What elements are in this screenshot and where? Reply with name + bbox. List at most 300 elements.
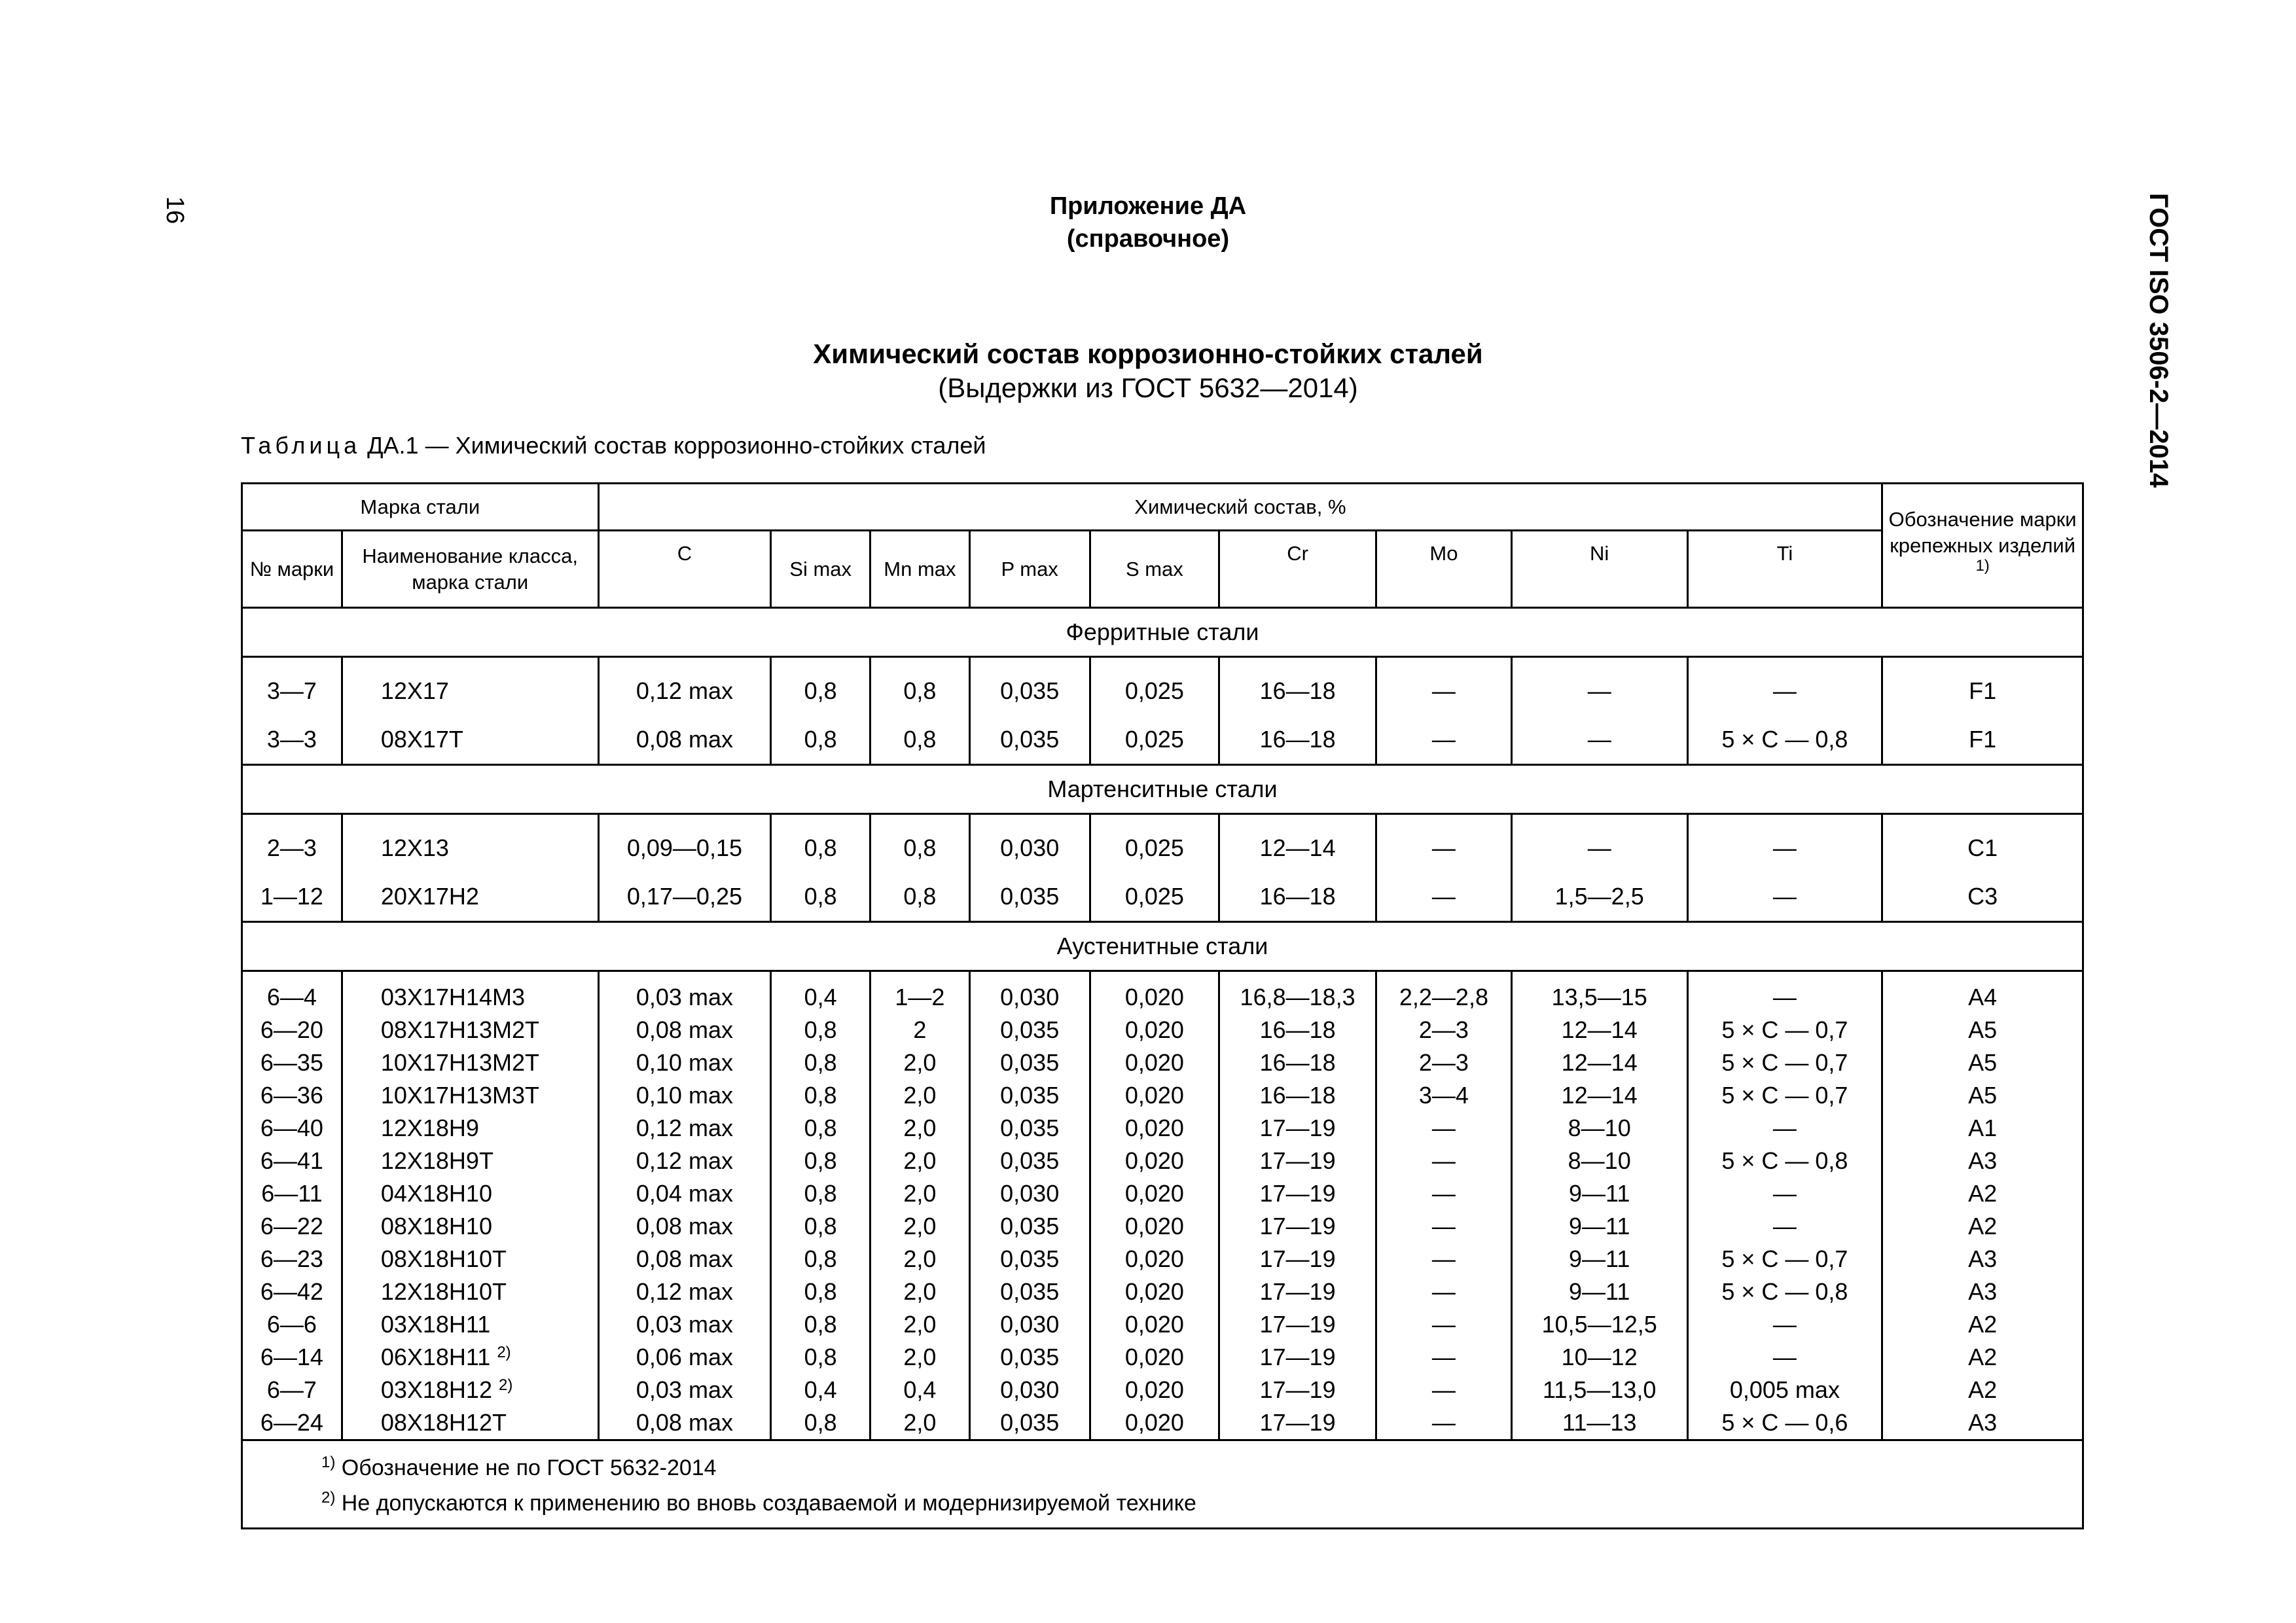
cell-no	[243, 715, 341, 764]
document-title	[0, 337, 2296, 405]
column-mn	[870, 814, 970, 922]
cell-grade	[381, 1145, 598, 1177]
cell-ti	[1689, 1374, 1882, 1406]
cell-no	[243, 1243, 341, 1275]
cell-value: 0,4	[804, 1376, 837, 1403]
table-caption-label: Таблица	[241, 432, 361, 459]
cell-mn	[871, 1145, 969, 1177]
cell-c	[600, 1046, 770, 1079]
cell-ni	[1513, 1046, 1687, 1079]
cell-value: —	[1431, 1311, 1456, 1338]
cell-c	[600, 1145, 770, 1177]
cell-value: 12—14	[1561, 1082, 1638, 1109]
group-name: Аустенитные стали	[242, 922, 2083, 971]
cell-value: 10Х17Н13М3Т	[380, 1082, 539, 1109]
cell-c	[600, 1014, 770, 1046]
cell-value: 16—18	[1259, 1016, 1336, 1043]
cell-si	[772, 1210, 869, 1243]
footnote-ref: 1)	[1975, 556, 1990, 575]
cell-cr	[1220, 1308, 1375, 1341]
cell-no	[243, 1406, 341, 1439]
cell-value: 16—18	[1259, 1082, 1336, 1109]
column-mo	[1376, 657, 1512, 765]
header-steel-grade: Марка стали	[242, 484, 599, 531]
cell-value: 17—19	[1259, 1409, 1336, 1436]
cell-s	[1091, 1406, 1219, 1439]
cell-p	[971, 981, 1089, 1014]
cell-c	[600, 872, 770, 921]
cell-value: —	[1431, 1344, 1456, 1370]
cell-value: 0,030	[1000, 1311, 1060, 1338]
column-mo	[1376, 971, 1512, 1440]
cell-ni	[1513, 1406, 1687, 1439]
header-si: Si max	[771, 531, 870, 608]
column-c	[598, 657, 771, 765]
cell-si	[772, 1341, 869, 1374]
header-s: S max	[1090, 531, 1219, 608]
cell-s	[1091, 1275, 1219, 1308]
column-des	[1882, 971, 2083, 1440]
cell-value: —	[1431, 677, 1456, 704]
cell-si	[772, 1275, 869, 1308]
column-si	[771, 971, 870, 1440]
cell-no	[243, 1079, 341, 1112]
cell-ni	[1513, 1275, 1687, 1308]
cell-mo	[1377, 981, 1511, 1014]
cell-mo	[1377, 872, 1511, 921]
cell-value: —	[1431, 834, 1456, 861]
cell-value: 17—19	[1259, 1376, 1336, 1403]
column-ni	[1511, 971, 1687, 1440]
cell-mo	[1377, 715, 1511, 764]
cell-value: 0,025	[1124, 883, 1184, 910]
footnote-2-text: Не допускаются к применению во вновь создаваемой и модернизируемой технике	[335, 1491, 1196, 1516]
cell-value: 2,2—2,8	[1399, 984, 1488, 1010]
cell-mn	[871, 981, 969, 1014]
cell-mo	[1377, 1308, 1511, 1341]
cell-si	[772, 1145, 869, 1177]
cell-ti	[1689, 1341, 1882, 1374]
cell-ti	[1689, 1210, 1882, 1243]
cell-grade	[381, 1210, 598, 1243]
cell-grade	[381, 715, 598, 764]
group-row	[242, 608, 2083, 657]
cell-value: 12—14	[1259, 834, 1336, 861]
cell-ti	[1689, 1112, 1882, 1145]
column-si	[771, 814, 870, 922]
cell-si	[772, 1112, 869, 1145]
cell-des	[1883, 1014, 2082, 1046]
cell-value: 0,8	[804, 1278, 837, 1305]
cell-si	[772, 1177, 869, 1210]
cell-si	[772, 1243, 869, 1275]
cell-value: 03Х18Н12	[380, 1376, 492, 1403]
cell-cr	[1220, 1374, 1375, 1406]
cell-cr	[1220, 981, 1375, 1014]
cell-value: 0,8	[804, 1147, 837, 1174]
cell-value: 08Х17Т	[380, 726, 463, 753]
cell-value: 9—11	[1568, 1278, 1630, 1305]
cell-value: 0,03 max	[636, 984, 733, 1010]
cell-value: A2	[1968, 1311, 1998, 1338]
cell-value: C1	[1967, 834, 1998, 861]
cell-value: A3	[1968, 1147, 1998, 1174]
cell-value: 5 × C — 0,7	[1721, 1245, 1848, 1272]
cell-value: 17—19	[1259, 1147, 1336, 1174]
cell-p	[971, 1014, 1089, 1046]
cell-value: —	[1431, 1147, 1456, 1174]
cell-value: —	[1772, 1180, 1797, 1207]
cell-no	[243, 1046, 341, 1079]
cell-p	[971, 1341, 1089, 1374]
cell-mn	[871, 1046, 969, 1079]
cell-ni	[1513, 1014, 1687, 1046]
cell-value: 0,8	[804, 1016, 837, 1043]
cell-des	[1883, 1112, 2082, 1145]
cell-no	[243, 1341, 341, 1374]
cell-value: 0,030	[1000, 1180, 1060, 1207]
header-p: P max	[969, 531, 1090, 608]
cell-c	[600, 1308, 770, 1341]
cell-grade	[381, 872, 598, 921]
cell-s	[1091, 1014, 1219, 1046]
cell-ni	[1513, 824, 1687, 872]
cell-value: 0,020	[1124, 1082, 1184, 1109]
cell-value: 6—20	[260, 1016, 323, 1043]
cell-value: 0,10 max	[636, 1049, 733, 1076]
cell-grade	[381, 1275, 598, 1308]
cell-value: 2—3	[266, 834, 317, 861]
cell-value: —	[1772, 1213, 1797, 1240]
cell-value: —	[1772, 1115, 1797, 1141]
cell-ti	[1689, 1406, 1882, 1439]
cell-value: 03Х18Н11	[380, 1311, 491, 1338]
cell-value: 17—19	[1259, 1115, 1336, 1141]
cell-mn	[871, 1275, 969, 1308]
cell-value: 2,0	[903, 1409, 937, 1436]
cell-value: 3—4	[1418, 1082, 1469, 1109]
cell-value: A3	[1968, 1278, 1998, 1305]
column-grade	[342, 814, 598, 922]
cell-value: —	[1772, 834, 1797, 861]
cell-value: A2	[1968, 1344, 1998, 1370]
cell-value: 0,8	[804, 1180, 837, 1207]
cell-value: 0,8	[804, 1245, 837, 1272]
column-p	[969, 814, 1090, 922]
cell-s	[1091, 667, 1219, 715]
cell-value: 0,08 max	[636, 1409, 733, 1436]
group-body	[242, 814, 2083, 922]
cell-value: 0,12 max	[636, 1147, 733, 1174]
cell-ti	[1689, 1243, 1882, 1275]
cell-p	[971, 872, 1089, 921]
cell-p	[971, 1374, 1089, 1406]
cell-cr	[1220, 872, 1375, 921]
cell-grade	[381, 1374, 598, 1406]
cell-p	[971, 1243, 1089, 1275]
cell-value: 5 × C — 0,7	[1721, 1016, 1848, 1043]
cell-si	[772, 1406, 869, 1439]
cell-value: 0,8	[804, 726, 837, 753]
cell-ti	[1689, 715, 1882, 764]
table-caption-text: ДА.1 — Химический состав коррозионно-стойких сталей	[361, 432, 986, 459]
cell-value: 0,03 max	[636, 1376, 733, 1403]
cell-value: 0,8	[903, 883, 937, 910]
cell-ni	[1513, 1145, 1687, 1177]
group-name: Мартенситные стали	[242, 765, 2083, 814]
cell-mo	[1377, 1112, 1511, 1145]
cell-value: 12Х18Н9	[380, 1115, 479, 1141]
cell-s	[1091, 1210, 1219, 1243]
cell-value: —	[1587, 726, 1611, 753]
cell-p	[971, 667, 1089, 715]
cell-value: 12—14	[1561, 1049, 1638, 1076]
cell-p	[971, 1177, 1089, 1210]
cell-c	[600, 1275, 770, 1308]
appendix-title: Приложение ДА	[1049, 192, 1247, 220]
cell-value: 1—2	[895, 984, 945, 1010]
cell-mo	[1377, 1014, 1511, 1046]
cell-value: 0,025	[1124, 834, 1184, 861]
cell-value: 17—19	[1259, 1213, 1336, 1240]
cell-des	[1883, 981, 2082, 1014]
cell-mn	[871, 872, 969, 921]
cell-value: 0,020	[1124, 1311, 1184, 1338]
cell-value: F1	[1969, 677, 1997, 704]
column-des	[1882, 814, 2083, 922]
cell-value: 6—14	[260, 1344, 323, 1370]
cell-value: —	[1431, 1278, 1456, 1305]
cell-value: 6—23	[260, 1245, 323, 1272]
cell-cr	[1220, 1177, 1375, 1210]
cell-ti	[1689, 1145, 1882, 1177]
cell-mo	[1377, 667, 1511, 715]
cell-cr	[1220, 1243, 1375, 1275]
cell-value: —	[1431, 1180, 1456, 1207]
cell-cr	[1220, 1112, 1375, 1145]
cell-value: 06Х18Н11	[380, 1344, 491, 1370]
cell-value: 12Х18Н9Т	[380, 1147, 493, 1174]
cell-value: 6—11	[261, 1180, 323, 1207]
cell-mo	[1377, 1243, 1511, 1275]
cell-value: 0,8	[804, 677, 837, 704]
cell-no	[243, 1145, 341, 1177]
header-ni: Ni	[1511, 531, 1687, 608]
cell-mn	[871, 1308, 969, 1341]
cell-grade	[381, 1046, 598, 1079]
cell-c	[600, 1177, 770, 1210]
cell-mn	[871, 1177, 969, 1210]
cell-value: 0,17—0,25	[626, 883, 742, 910]
cell-value: 0,025	[1124, 726, 1184, 753]
cell-value: 6—4	[266, 984, 317, 1010]
footnote-ref: 2)	[497, 1344, 511, 1361]
cell-value: 17—19	[1259, 1344, 1336, 1370]
cell-no	[243, 1275, 341, 1308]
cell-value: 0,020	[1124, 1147, 1184, 1174]
cell-no	[243, 667, 341, 715]
column-cr	[1219, 971, 1376, 1440]
cell-value: 11—13	[1562, 1409, 1637, 1436]
cell-value: 2	[913, 1016, 927, 1043]
cell-value: 6—7	[266, 1376, 317, 1403]
cell-s	[1091, 1374, 1219, 1406]
cell-value: 0,020	[1124, 1376, 1184, 1403]
cell-value: 0,035	[1000, 1278, 1060, 1305]
cell-value: 3—7	[266, 677, 317, 704]
appendix-subtitle: (справочное)	[1066, 225, 1230, 253]
cell-value: 9—11	[1568, 1245, 1630, 1272]
cell-value: 6—24	[260, 1409, 323, 1436]
cell-value: 8—10	[1568, 1147, 1631, 1174]
cell-cr	[1220, 1145, 1375, 1177]
cell-si	[772, 872, 869, 921]
cell-ti	[1689, 667, 1882, 715]
cell-value: 0,020	[1124, 1344, 1184, 1370]
cell-value: 2,0	[903, 1082, 937, 1109]
cell-value: 0,8	[804, 1049, 837, 1076]
cell-value: A1	[1968, 1115, 1998, 1141]
cell-value: A4	[1968, 984, 1998, 1010]
cell-value: 0,8	[804, 1115, 837, 1141]
cell-mo	[1377, 1275, 1511, 1308]
cell-value: 0,09—0,15	[626, 834, 742, 861]
footnote-1	[321, 1450, 2082, 1486]
cell-value: 0,025	[1124, 677, 1184, 704]
document-title-line1: Химический состав коррозионно-стойких сталей	[813, 338, 1483, 369]
cell-value: 0,12 max	[636, 1115, 733, 1141]
cell-s	[1091, 1341, 1219, 1374]
cell-value: 17—19	[1259, 1278, 1336, 1305]
cell-des	[1883, 1145, 2082, 1177]
cell-des	[1883, 1177, 2082, 1210]
cell-no	[243, 1308, 341, 1341]
cell-ni	[1513, 1210, 1687, 1243]
cell-c	[600, 1079, 770, 1112]
cell-value: 0,06 max	[636, 1344, 733, 1370]
cell-p	[971, 715, 1089, 764]
cell-value: A3	[1968, 1409, 1998, 1436]
cell-grade	[381, 1243, 598, 1275]
cell-si	[772, 824, 869, 872]
cell-mn	[871, 1014, 969, 1046]
cell-ni	[1513, 1374, 1687, 1406]
cell-ni	[1513, 872, 1687, 921]
cell-value: 0,035	[1000, 1016, 1060, 1043]
cell-no	[243, 981, 341, 1014]
cell-ni	[1513, 1243, 1687, 1275]
cell-des	[1883, 1406, 2082, 1439]
cell-mo	[1377, 1079, 1511, 1112]
cell-s	[1091, 872, 1219, 921]
cell-des	[1883, 872, 2082, 921]
cell-value: 0,12 max	[636, 677, 733, 704]
column-s	[1090, 657, 1219, 765]
cell-value: 0,12 max	[636, 1278, 733, 1305]
cell-mn	[871, 1406, 969, 1439]
cell-grade	[381, 1406, 598, 1439]
column-cr	[1219, 814, 1376, 922]
cell-ti	[1689, 1046, 1882, 1079]
cell-s	[1091, 1177, 1219, 1210]
cell-p	[971, 1079, 1089, 1112]
column-p	[969, 971, 1090, 1440]
cell-value: 0,030	[1000, 834, 1060, 861]
cell-mo	[1377, 1145, 1511, 1177]
header-fastener-designation	[1882, 484, 2083, 608]
cell-cr	[1220, 1406, 1375, 1439]
cell-value: A2	[1968, 1180, 1998, 1207]
cell-value: 6—36	[260, 1082, 323, 1109]
cell-value: 0,030	[1000, 984, 1060, 1010]
cell-value: 0,035	[1000, 1245, 1060, 1272]
column-no	[242, 657, 342, 765]
cell-value: 0,035	[1000, 1147, 1060, 1174]
header-chemical-composition: Химический состав, %	[598, 484, 1882, 531]
cell-value: 16—18	[1259, 677, 1336, 704]
cell-s	[1091, 1079, 1219, 1112]
cell-mn	[871, 667, 969, 715]
cell-value: 3—3	[266, 726, 317, 753]
cell-grade	[381, 1177, 598, 1210]
cell-value: 0,020	[1124, 1049, 1184, 1076]
cell-mo	[1377, 1406, 1511, 1439]
group-body	[242, 971, 2083, 1440]
header-class-name: Наименование класса, марка стали	[342, 531, 598, 608]
cell-value: 0,035	[1000, 677, 1060, 704]
cell-no	[243, 824, 341, 872]
cell-value: 0,020	[1124, 1245, 1184, 1272]
table-caption	[241, 432, 986, 459]
cell-value: 9—11	[1568, 1213, 1630, 1240]
cell-cr	[1220, 715, 1375, 764]
cell-value: 12Х18Н10Т	[380, 1278, 507, 1305]
cell-des	[1883, 715, 2082, 764]
cell-mo	[1377, 1177, 1511, 1210]
cell-value: 0,035	[1000, 883, 1060, 910]
footnote-1-mark: 1)	[321, 1454, 336, 1471]
cell-c	[600, 1374, 770, 1406]
cell-value: 6—41	[260, 1147, 323, 1174]
cell-value: —	[1587, 677, 1611, 704]
cell-value: 5 × C — 0,6	[1721, 1409, 1848, 1436]
cell-c	[600, 667, 770, 715]
column-ni	[1511, 814, 1687, 922]
cell-value: 0,8	[804, 1409, 837, 1436]
column-mo	[1376, 814, 1512, 922]
cell-value: 0,8	[804, 1082, 837, 1109]
cell-value: 0,020	[1124, 1016, 1184, 1043]
cell-des	[1883, 1374, 2082, 1406]
cell-value: 2,0	[903, 1115, 937, 1141]
cell-value: 0,8	[903, 677, 937, 704]
header-ti: Ti	[1687, 531, 1882, 608]
cell-value: 16—18	[1259, 726, 1336, 753]
cell-s	[1091, 824, 1219, 872]
cell-value: 03Х17Н14М3	[380, 984, 525, 1010]
cell-value: 8—10	[1568, 1115, 1631, 1141]
cell-value: 0,020	[1124, 1115, 1184, 1141]
cell-value: 10Х17Н13М2Т	[380, 1049, 539, 1076]
column-ti	[1687, 814, 1882, 922]
composition-table	[241, 482, 2084, 1529]
cell-value: 0,035	[1000, 1213, 1060, 1240]
cell-value: 10,5—12,5	[1541, 1311, 1657, 1338]
header-c: C	[598, 531, 771, 608]
cell-p	[971, 1275, 1089, 1308]
cell-value: 08Х18Н12Т	[380, 1409, 507, 1436]
cell-ni	[1513, 715, 1687, 764]
